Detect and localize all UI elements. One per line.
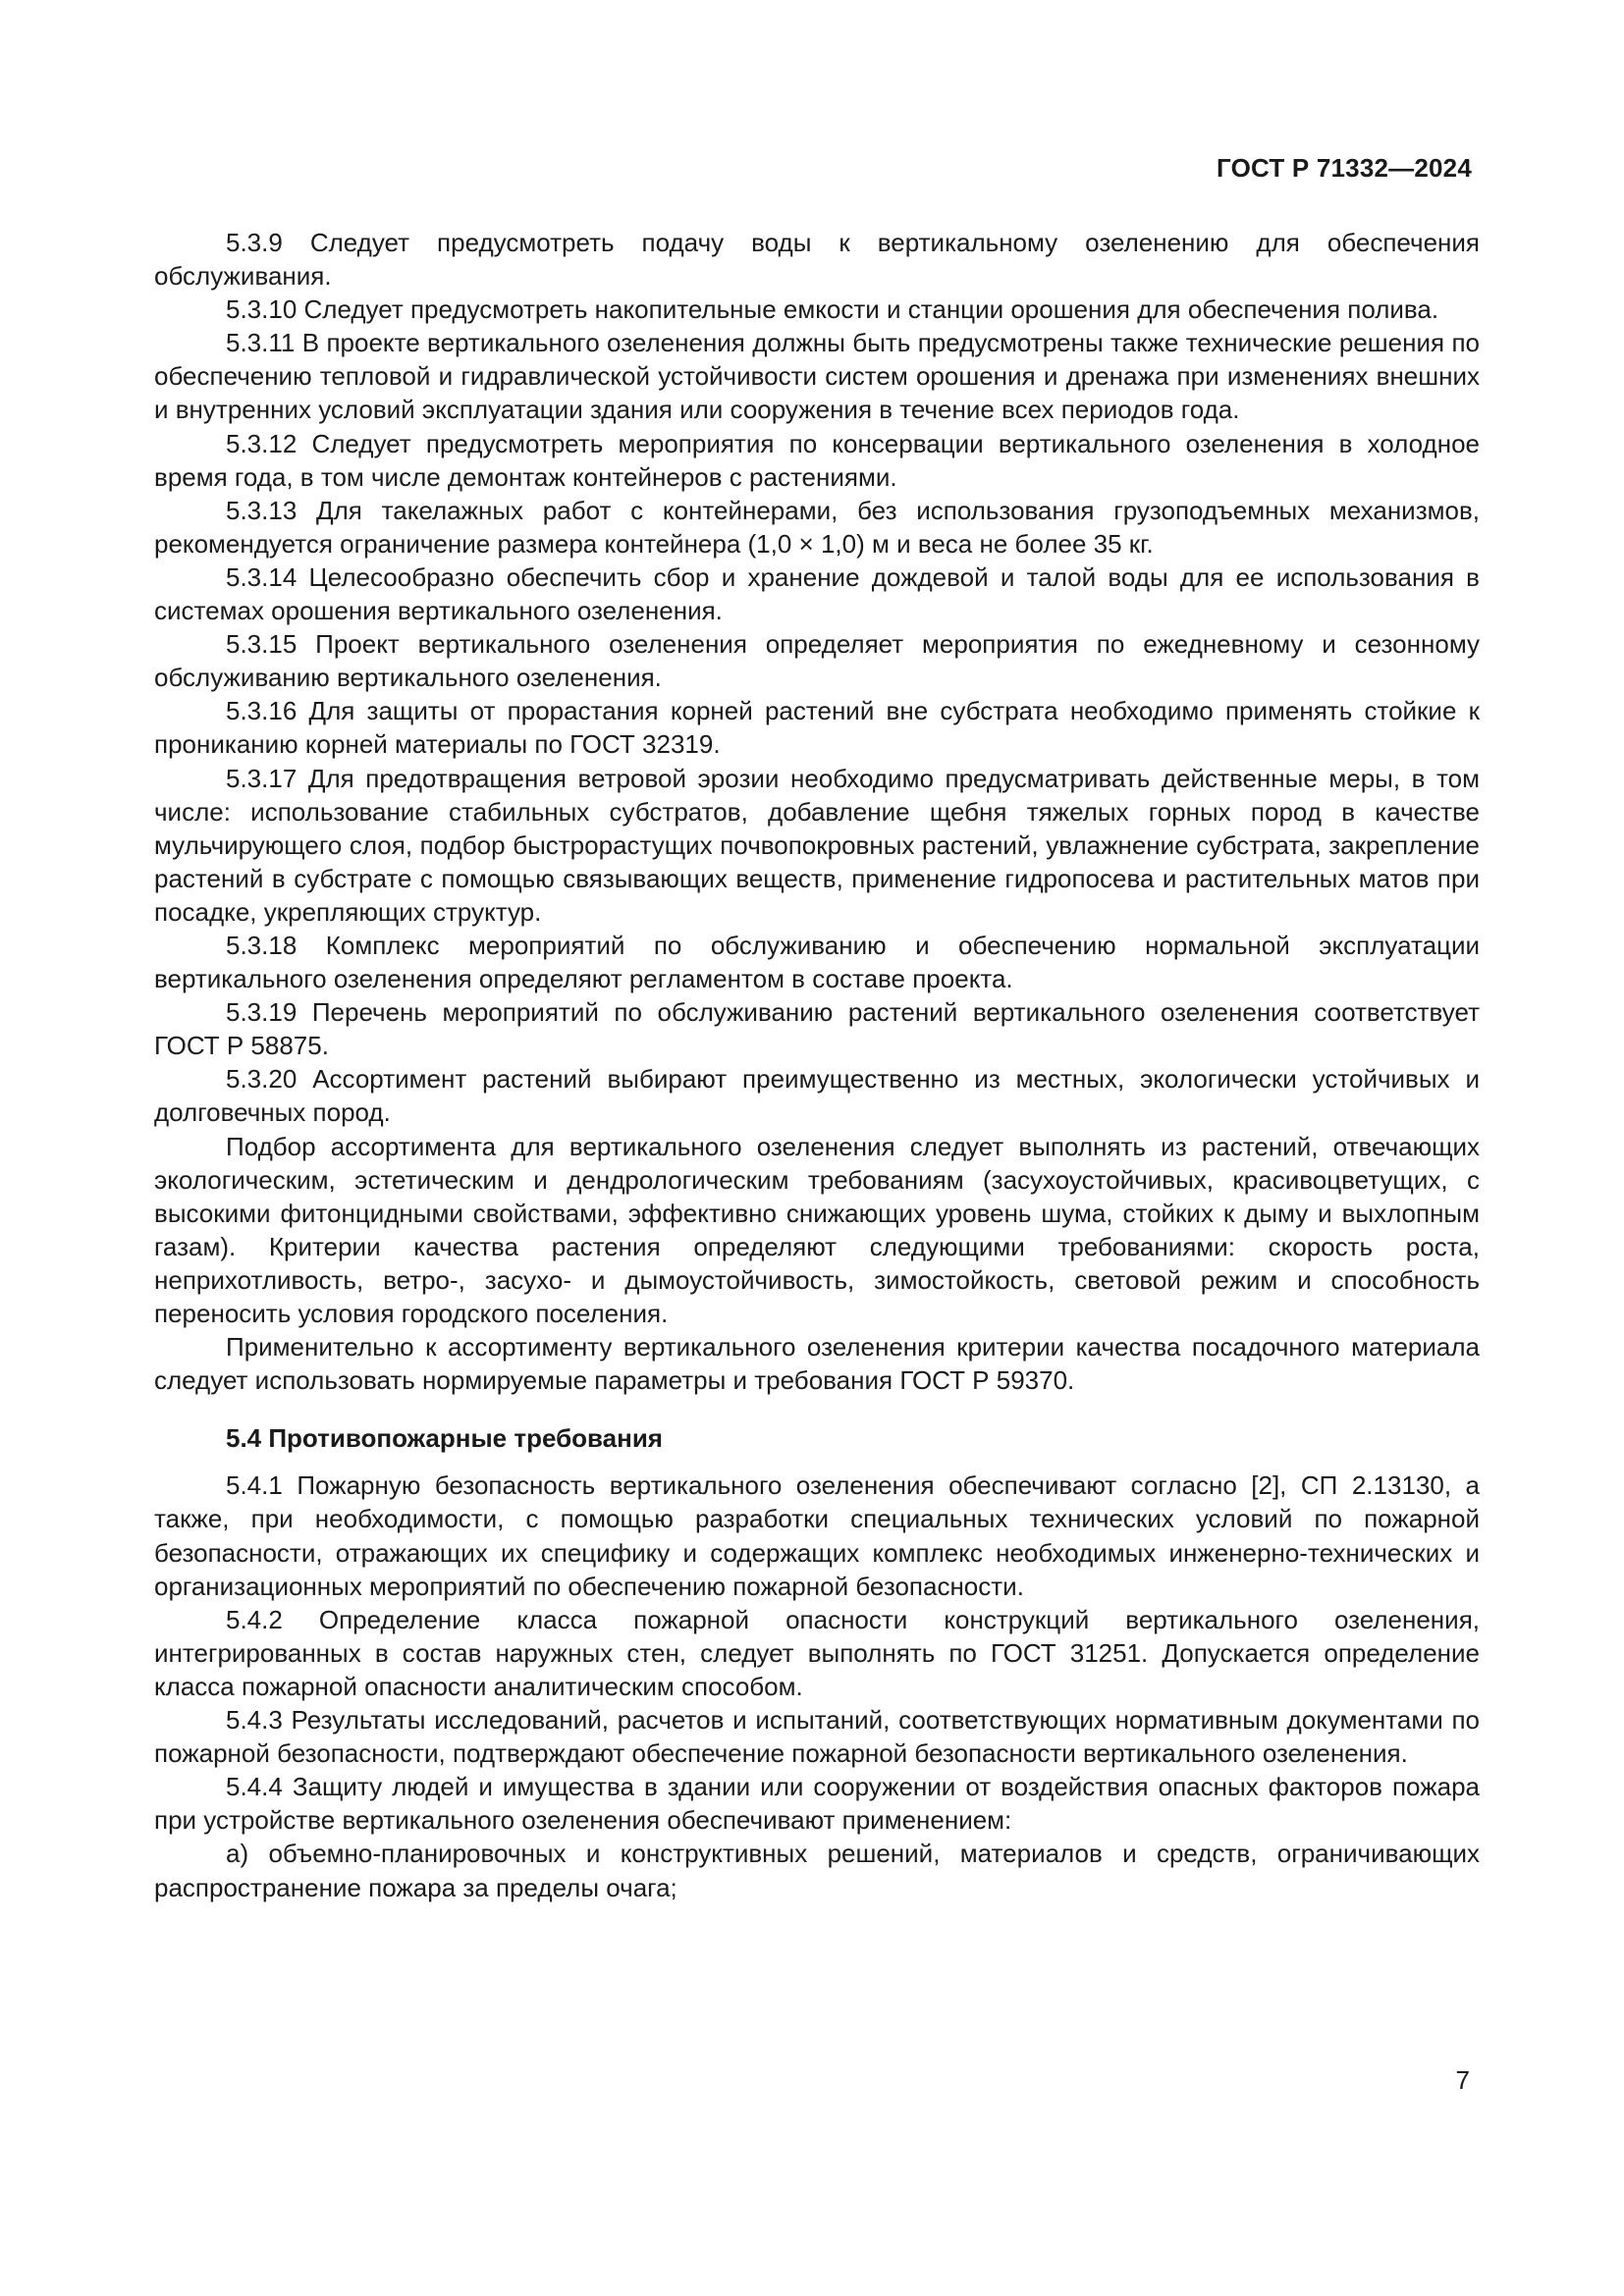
paragraph: 5.3.16 Для защиты от прорастания корней растений вне субстрата необходимо применять стойкие к прониканию корней материалы по ГОСТ 32319.: [154, 696, 1480, 760]
paragraphs-after-section: [154, 1468, 1480, 1903]
paragraph: 5.4.2 Определение класса пожарной опасности конструкций вертикального озеленения, интегрированных в состав наружных стен, следует выполнять по ГОСТ 31251. Допускается определение класса пожарной опасности аналитическим способом.: [154, 1604, 1480, 1701]
paragraph: 5.3.15 Проект вертикального озеленения определяет мероприятия по ежедневному и сезонному обслуживанию вертикального озеленения.: [154, 629, 1480, 693]
paragraph: 5.4.3 Результаты исследований, расчетов и испытаний, соответствующих нормативным документами по пожарной безопасности, подтверждают обеспечение пожарной безопасности вертикального озеленения.: [154, 1705, 1480, 1769]
paragraph: 5.4.1 Пожарную безопасность вертикального озеленения обеспечивают согласно [2], СП 2.13130, а также, при необходимости, с помощью разработки специальных технических условий по пожарной безопасности, отражающих их специфику и содержащих комплекс необходимых инженерно-технических и организационных мероприятий по обеспечению пожарной безопасности.: [154, 1470, 1480, 1601]
paragraph: Применительно к ассортименту вертикального озеленения критерии качества посадочного материала следует использовать нормируемые параметры и требования ГОСТ Р 59370.: [154, 1332, 1480, 1396]
document-body: [154, 226, 1480, 1904]
page-number: 7: [1455, 2065, 1470, 2095]
paragraph: 5.3.9 Следует предусмотреть подачу воды к вертикальному озеленению для обеспечения обслуживания.: [154, 228, 1480, 292]
paragraph: 5.3.12 Следует предусмотреть мероприятия по консервации вертикального озеленения в холодное время года, в том числе демонтаж контейнеров с растениями.: [154, 428, 1480, 492]
paragraphs-before-section: [154, 226, 1480, 1397]
paragraph: 5.3.11 В проекте вертикального озеленения должны быть предусмотрены также технические решения по обеспечению тепловой и гидравлической устойчивости систем орошения и дренажа при изменениях внешних и внутренних условий эксплуатации здания или сооружения в течение всех периодов года.: [154, 328, 1480, 425]
paragraph: 5.3.13 Для такелажных работ с контейнерами, без использования грузоподъемных механизмов, рекомендуется ограничение размера контейнера (1,0 × 1,0) м и веса не более 35 кг.: [154, 495, 1480, 559]
paragraph: 5.3.18 Комплекс мероприятий по обслуживанию и обеспечению нормальной эксплуатации вертикального озеленения определяют регламентом в составе проекта.: [154, 930, 1480, 994]
paragraph: 5.3.19 Перечень мероприятий по обслуживанию растений вертикального озеленения соответствует ГОСТ Р 58875.: [154, 997, 1480, 1061]
paragraph: 5.3.14 Целесообразно обеспечить сбор и хранение дождевой и талой воды для ее использования в системах орошения вертикального озеленения.: [154, 561, 1480, 626]
paragraph: 5.4.4 Защиту людей и имущества в здании или сооружении от воздействия опасных факторов пожара при устройстве вертикального озеленения обеспечивают применением:: [154, 1772, 1480, 1836]
document-code: ГОСТ Р 71332—2024: [1217, 153, 1472, 183]
paragraph: 5.3.17 Для предотвращения ветровой эрозии необходимо предусматривать действенные меры, в том числе: использование стабильных субстратов, добавление щебня тяжелых горных пород в качестве мульчирующего слоя, подбор быстрорастущих почвопокровных растений, увлажнение субстрата, закрепление растений в субстрате с помощью связывающих веществ, применение гидропосева и растительных матов при посадке, укрепляющих структур.: [154, 763, 1480, 927]
paragraph: а) объемно-планировочных и конструктивных решений, материалов и средств, ограничивающих распространение пожара за пределы очага;: [154, 1839, 1480, 1902]
paragraph: Подбор ассортимента для вертикального озеленения следует выполнять из растений, отвечающих экологическим, эстетическим и дендрологическим требованиям (засухоустойчивых, красивоцветущих, с высокими фитонцидными свойствами, эффективно снижающих уровень шума, стойких к дыму и выхлопным газам). Критерии качества растения определяют следующими требованиями: скорость роста, неприхотливость, ветро-, засухо- и дымоустойчивость, зимостойкость, световой режим и способность переносить условия городского поселения.: [154, 1131, 1480, 1328]
paragraph: 5.3.10 Следует предусмотреть накопительные емкости и станции орошения для обеспечения полива.: [226, 294, 1439, 325]
paragraph: 5.3.20 Ассортимент растений выбирают преимущественно из местных, экологически устойчивых и долговечных пород.: [154, 1064, 1480, 1128]
section-heading: 5.4 Противопожарные требования: [226, 1423, 663, 1454]
